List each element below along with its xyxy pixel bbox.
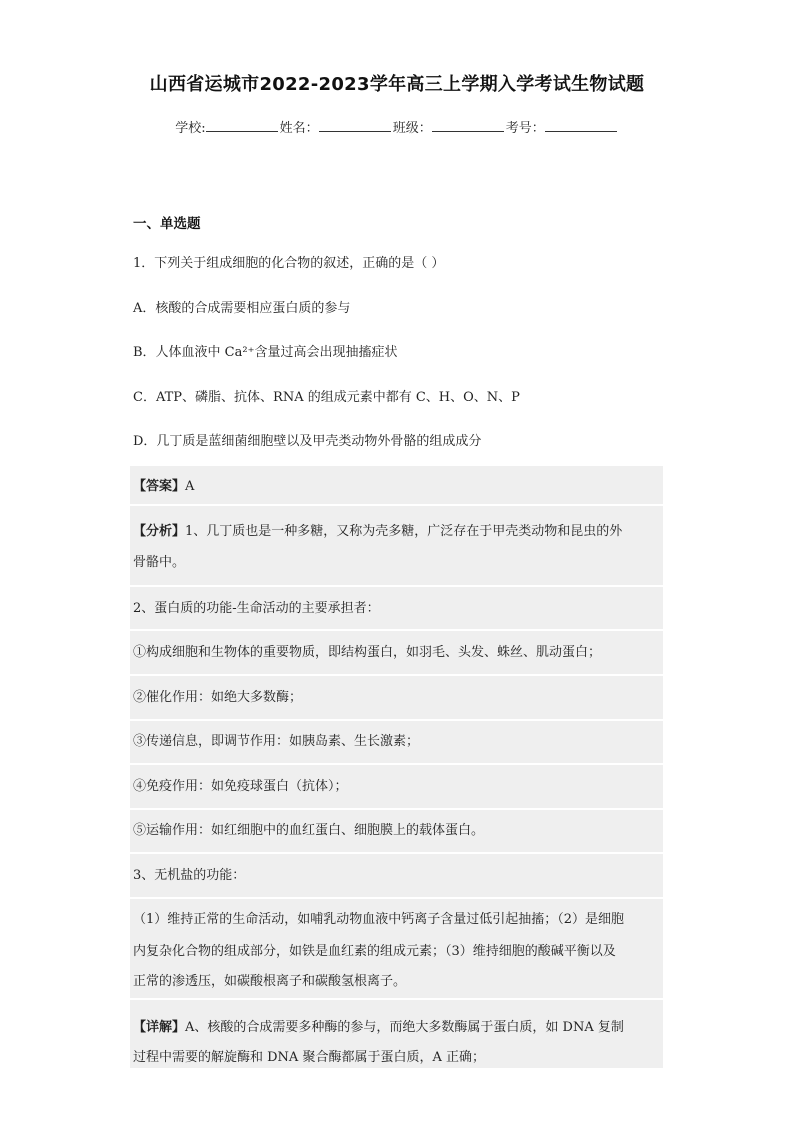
- page-title: 山西省运城市2022-2023学年高三上学期入学考试生物试题: [149, 74, 645, 95]
- divider: [130, 852, 663, 854]
- point2-item-3: ③传递信息，即调节作用：如胰岛素、生长激素；: [133, 734, 420, 749]
- section-title: 一、单选题: [133, 216, 201, 232]
- answer-value: A: [185, 479, 195, 494]
- point2-item-5: ⑤运输作用：如红细胞中的血红蛋白、细胞膜上的载体蛋白。: [133, 823, 485, 838]
- divider: [130, 629, 663, 631]
- analysis-line-1: [133, 520, 622, 539]
- exam-no-label: 考号：: [505, 121, 545, 136]
- detail-line-2: 过程中需要的解旋酶和 DNA 聚合酶都属于蛋白质，A 正确；: [133, 1050, 485, 1065]
- option-b: B．人体血液中 Ca²⁺含量过高会出现抽搐症状: [133, 345, 398, 360]
- divider: [130, 504, 663, 506]
- analysis-line-2: 骨骼中。: [133, 555, 186, 570]
- answer-block: [130, 466, 663, 1068]
- school-label: 学校:: [175, 121, 206, 136]
- divider: [130, 897, 663, 899]
- point2-title: 2、蛋白质的功能-生命活动的主要承担者：: [133, 601, 380, 616]
- school-blank: [206, 118, 278, 132]
- point3-line-3: 正常的渗透压，如碳酸根离子和碳酸氢根离子。: [133, 974, 407, 989]
- option-a: A．核酸的合成需要相应蛋白质的参与: [133, 301, 351, 316]
- analysis-text: 1、几丁质也是一种多糖，又称为壳多糖，广泛存在于甲壳类动物和昆虫的外: [185, 524, 623, 539]
- option-c: C．ATP、磷脂、抗体、RNA 的组成元素中都有 C、H、O、N、P: [133, 390, 520, 405]
- divider: [130, 998, 663, 1000]
- class-blank: [432, 118, 504, 132]
- answer-label: 【答案】: [133, 479, 186, 494]
- option-d: D．几丁质是蓝细菌细胞壁以及甲壳类动物外骨骼的组成成分: [133, 434, 482, 449]
- question-stem: 1．下列关于组成细胞的化合物的叙述，正确的是（ ）: [133, 256, 445, 271]
- divider: [130, 808, 663, 810]
- analysis-label: 【分析】: [133, 524, 186, 539]
- answer-line: [133, 475, 194, 494]
- point2-item-2: ②催化作用：如绝大多数酶；: [133, 690, 303, 705]
- divider: [130, 585, 663, 587]
- divider: [130, 719, 663, 721]
- point2-item-1: ①构成细胞和生物体的重要物质，即结构蛋白，如羽毛、头发、蛛丝、肌动蛋白；: [133, 645, 602, 660]
- divider: [130, 763, 663, 765]
- divider: [130, 674, 663, 676]
- detail-label: 【详解】: [133, 1020, 186, 1035]
- detail-text: A、核酸的合成需要多种酶的参与，而绝大多数酶属于蛋白质，如 DNA 复制: [185, 1020, 624, 1035]
- exam-no-blank: [545, 118, 617, 132]
- point2-item-4: ④免疫作用：如免疫球蛋白（抗体）；: [133, 779, 348, 794]
- name-label: 姓名：: [279, 121, 319, 136]
- name-blank: [319, 118, 391, 132]
- point3-line-2: 内复杂化合物的组成部分，如铁是血红素的组成元素；（3）维持细胞的酸碱平衡以及: [133, 944, 616, 959]
- point3-title: 3、无机盐的功能：: [133, 868, 246, 883]
- student-info-line: [0, 117, 794, 136]
- point3-line-1: （1）维持正常的生命活动，如哺乳动物血液中钙离子含量过低引起抽搐；（2）是细胞: [133, 912, 625, 927]
- class-label: 班级：: [392, 121, 432, 136]
- detail-line-1: [133, 1016, 624, 1035]
